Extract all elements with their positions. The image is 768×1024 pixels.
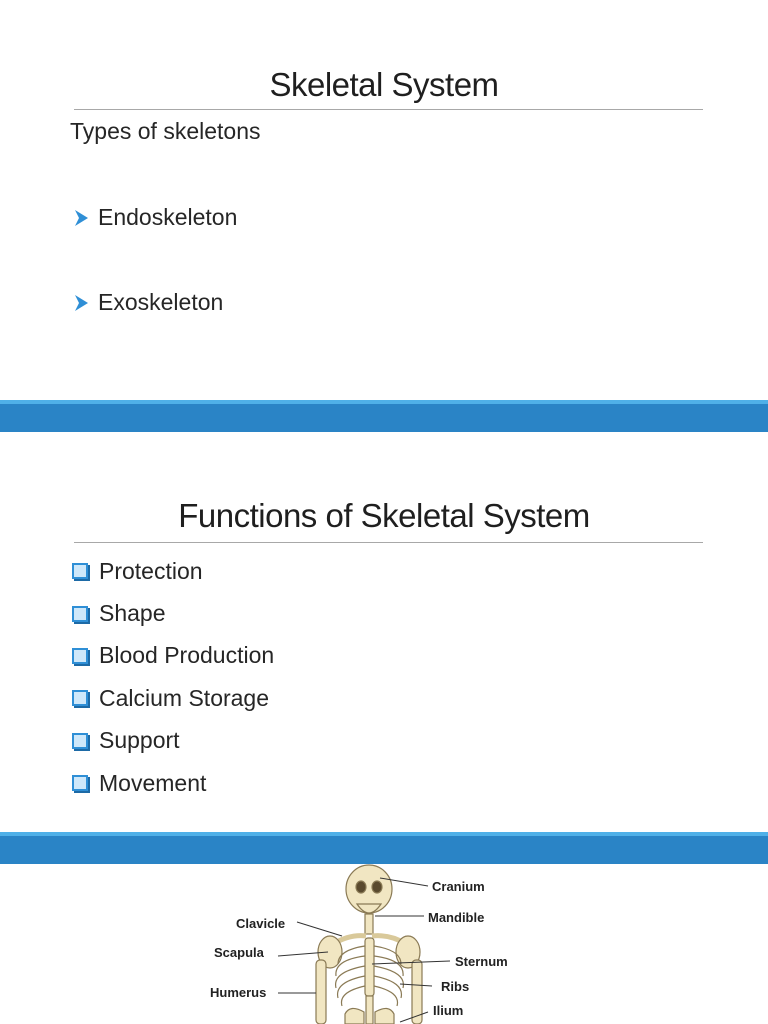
- slide-divider-bar: [0, 832, 768, 864]
- title-rule: [74, 542, 703, 543]
- slide-divider-bar: [0, 400, 768, 432]
- slide-title: Functions of Skeletal System: [178, 497, 590, 534]
- label-humerus: Humerus: [210, 985, 267, 1000]
- square-bullet-icon: [72, 648, 88, 664]
- arrow-bullet-icon: [72, 209, 90, 227]
- list-item-label: Endoskeleton: [98, 204, 238, 230]
- list-item-label: Movement: [99, 769, 207, 796]
- list-item-label: Protection: [99, 557, 203, 584]
- slide-title: Skeletal System: [269, 66, 499, 103]
- title-rule: [74, 109, 703, 110]
- list-item-label: Shape: [99, 600, 166, 627]
- square-bullet-icon: [72, 775, 88, 791]
- slide-skeleton-diagram: [0, 864, 768, 1024]
- functions-list: [72, 550, 274, 804]
- square-bullet-icon: [72, 690, 88, 706]
- list-item-label: Calcium Storage: [99, 684, 270, 711]
- square-bullet-icon: [72, 606, 88, 622]
- label-ilium: Ilium: [433, 1003, 464, 1018]
- list-item-movement: [72, 762, 274, 804]
- square-bullet-icon: [72, 563, 88, 579]
- label-clavicle: Clavicle: [236, 916, 286, 931]
- slide-skeletal-system: [0, 0, 768, 400]
- label-cranium: Cranium: [432, 879, 485, 894]
- label-scapula: Scapula: [214, 945, 264, 960]
- list-item-label: Support: [99, 727, 180, 754]
- subtitle: Types of skeletons: [70, 118, 261, 144]
- list-item-exoskeleton: [72, 289, 223, 316]
- skeleton-diagram: [0, 864, 768, 1024]
- skeleton-illustration: [316, 865, 422, 1024]
- label-sternum: Sternum: [455, 954, 508, 969]
- list-item-label: Blood Production: [99, 642, 275, 669]
- list-item-blood-production: [72, 635, 274, 677]
- list-item-shape: [72, 592, 274, 634]
- arrow-bullet-icon: [72, 294, 90, 312]
- square-bullet-icon: [72, 733, 88, 749]
- list-item-label: Exoskeleton: [98, 289, 224, 315]
- list-item-support: [72, 720, 274, 762]
- list-item-calcium-storage: [72, 677, 274, 719]
- label-mandible: Mandible: [428, 910, 485, 925]
- list-item-protection: [72, 550, 274, 592]
- list-item-endoskeleton: [72, 204, 237, 231]
- label-ribs: Ribs: [441, 979, 470, 994]
